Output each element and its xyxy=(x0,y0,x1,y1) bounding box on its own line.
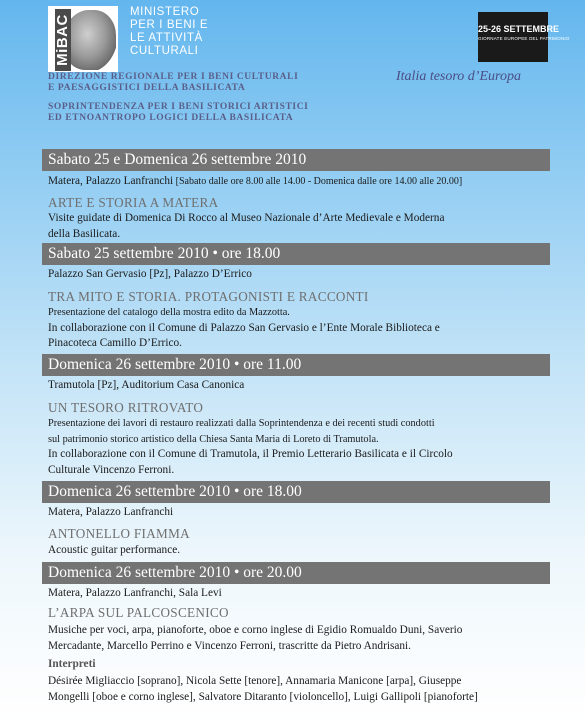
event-date-bar xyxy=(42,481,550,503)
event-venue: Matera, Palazzo Lanfranchi xyxy=(48,506,174,518)
event-date-bar xyxy=(42,354,550,376)
ministero-line: PER I BENI E xyxy=(130,19,209,31)
description-line: Culturale Vincenzo Ferroni. xyxy=(48,463,175,476)
description-line: Pinacoteca Camillo D’Errico. xyxy=(48,337,182,350)
event-venue: Tramutola [Pz], Auditorium Casa Canonica xyxy=(48,379,245,391)
description-line: Presentazione del catalogo della mostra edito da Mazzotta. xyxy=(48,307,290,318)
event-title: ARTE E STORIA A MATERA xyxy=(48,195,219,210)
description-line: In collaborazione con il Comune di Tramutola, il Premio Letterario Basilicata e il Circolo xyxy=(48,448,453,461)
event-description xyxy=(48,416,530,478)
event-date-bar xyxy=(42,243,550,265)
interpreti-list xyxy=(48,674,530,705)
event-date: Domenica 26 settembre 2010 • ore 20.00 xyxy=(48,564,302,581)
event-date: Domenica 26 settembre 2010 • ore 18.00 xyxy=(48,483,302,500)
event-description xyxy=(48,543,530,559)
description-line: Presentazione dei lavori di restauro realizzati dalla Soprintendenza e dei recenti studi condotti xyxy=(48,418,435,429)
giornate-europee-badge xyxy=(478,12,570,62)
description-line: sul patrimonio storico artistico della Chiesa Santa Maria di Loreto di Tramutola. xyxy=(48,433,379,445)
direzione-line: E PAESAGGISTICI DELLA BASILICATA xyxy=(48,83,246,93)
event-venue xyxy=(48,175,462,187)
venue-name: Matera, Palazzo Lanfranchi xyxy=(48,175,174,187)
event-title: TRA MITO E STORIA. PROTAGONISTI E RACCONTI xyxy=(48,289,369,304)
event-title: UN TESORO RITROVATO xyxy=(48,400,204,415)
description-line: della Basilicata. xyxy=(48,227,121,240)
direzione-line: DIREZIONE REGIONALE PER I BENI CULTURALI xyxy=(48,72,299,82)
event-date: Domenica 26 settembre 2010 • ore 11.00 xyxy=(48,356,302,373)
soprintendenza-line: SOPRINTENDENZA PER I BENI STORICI ARTISTICI xyxy=(48,102,309,112)
description-line: In collaborazione con il Comune di Palazzo San Gervasio e l’Ente Morale Biblioteca e xyxy=(48,321,440,334)
ministero-line: MINISTERO xyxy=(130,6,200,18)
venue-hours: [Sabato dalle ore 8.00 alle 14.00 - Domenica dalle ore 14.00 alle 20.00] xyxy=(173,176,463,187)
soprintendenza xyxy=(48,102,308,124)
badge-subtitle: GIORNATE EUROPEE DEL PATRIMONIO xyxy=(478,36,570,41)
statue-head-image xyxy=(64,10,116,70)
event-description xyxy=(48,623,530,654)
ministero-line: CULTURALI xyxy=(130,45,199,57)
logo-text: MiBAC xyxy=(55,9,71,71)
direzione-regionale xyxy=(48,72,298,94)
event-date: Sabato 25 settembre 2010 • ore 18.00 xyxy=(48,245,281,262)
event-title: ANTONELLO FIAMMA xyxy=(48,526,190,541)
event-date-bar xyxy=(42,149,550,171)
event-venue: Palazzo San Gervasio [Pz], Palazzo D’Errico xyxy=(48,268,252,280)
interpreti-line: Mongelli [oboe e corno inglese], Salvatore Ditaranto [violoncello], Luigi Gallipoli [pianoforte] xyxy=(48,690,478,703)
slogan: Italia tesoro d’Europa xyxy=(396,69,521,84)
event-title: L’ARPA SUL PALCOSCENICO xyxy=(48,605,229,620)
badge-date: 25-26 SETTEMBRE xyxy=(478,24,560,34)
interpreti-line: Désirée Migliaccio [soprano], Nicola Sette [tenore], Annamaria Manicone [arpa], Giuseppe xyxy=(48,675,462,687)
event-description xyxy=(48,211,530,242)
ministero-name xyxy=(130,6,208,58)
event-description xyxy=(48,305,530,352)
description-line: Visite guidate di Domenica Di Rocco al Museo Nazionale d’Arte Medievale e Moderna xyxy=(48,212,445,224)
description-line: Mercadante, Marcello Perrino e Vincenzo Ferroni, trascritte da Pietro Andrisani. xyxy=(48,639,412,652)
interpreti-label: Interpreti xyxy=(48,658,96,670)
event-date-bar xyxy=(42,562,550,584)
mibac-logo xyxy=(48,6,118,72)
soprintendenza-line: ED ETNOANTROPO LOGICI DELLA BASILICATA xyxy=(48,113,294,123)
ministero-line: LE ATTIVITÀ xyxy=(130,32,203,44)
description-line: Musiche per voci, arpa, pianoforte, oboe e corno inglese di Egidio Romualdo Duni, Saverio xyxy=(48,624,463,636)
event-venue: Matera, Palazzo Lanfranchi, Sala Levi xyxy=(48,587,222,599)
event-date: Sabato 25 e Domenica 26 settembre 2010 xyxy=(48,151,307,168)
description-line: Acoustic guitar performance. xyxy=(48,544,181,556)
